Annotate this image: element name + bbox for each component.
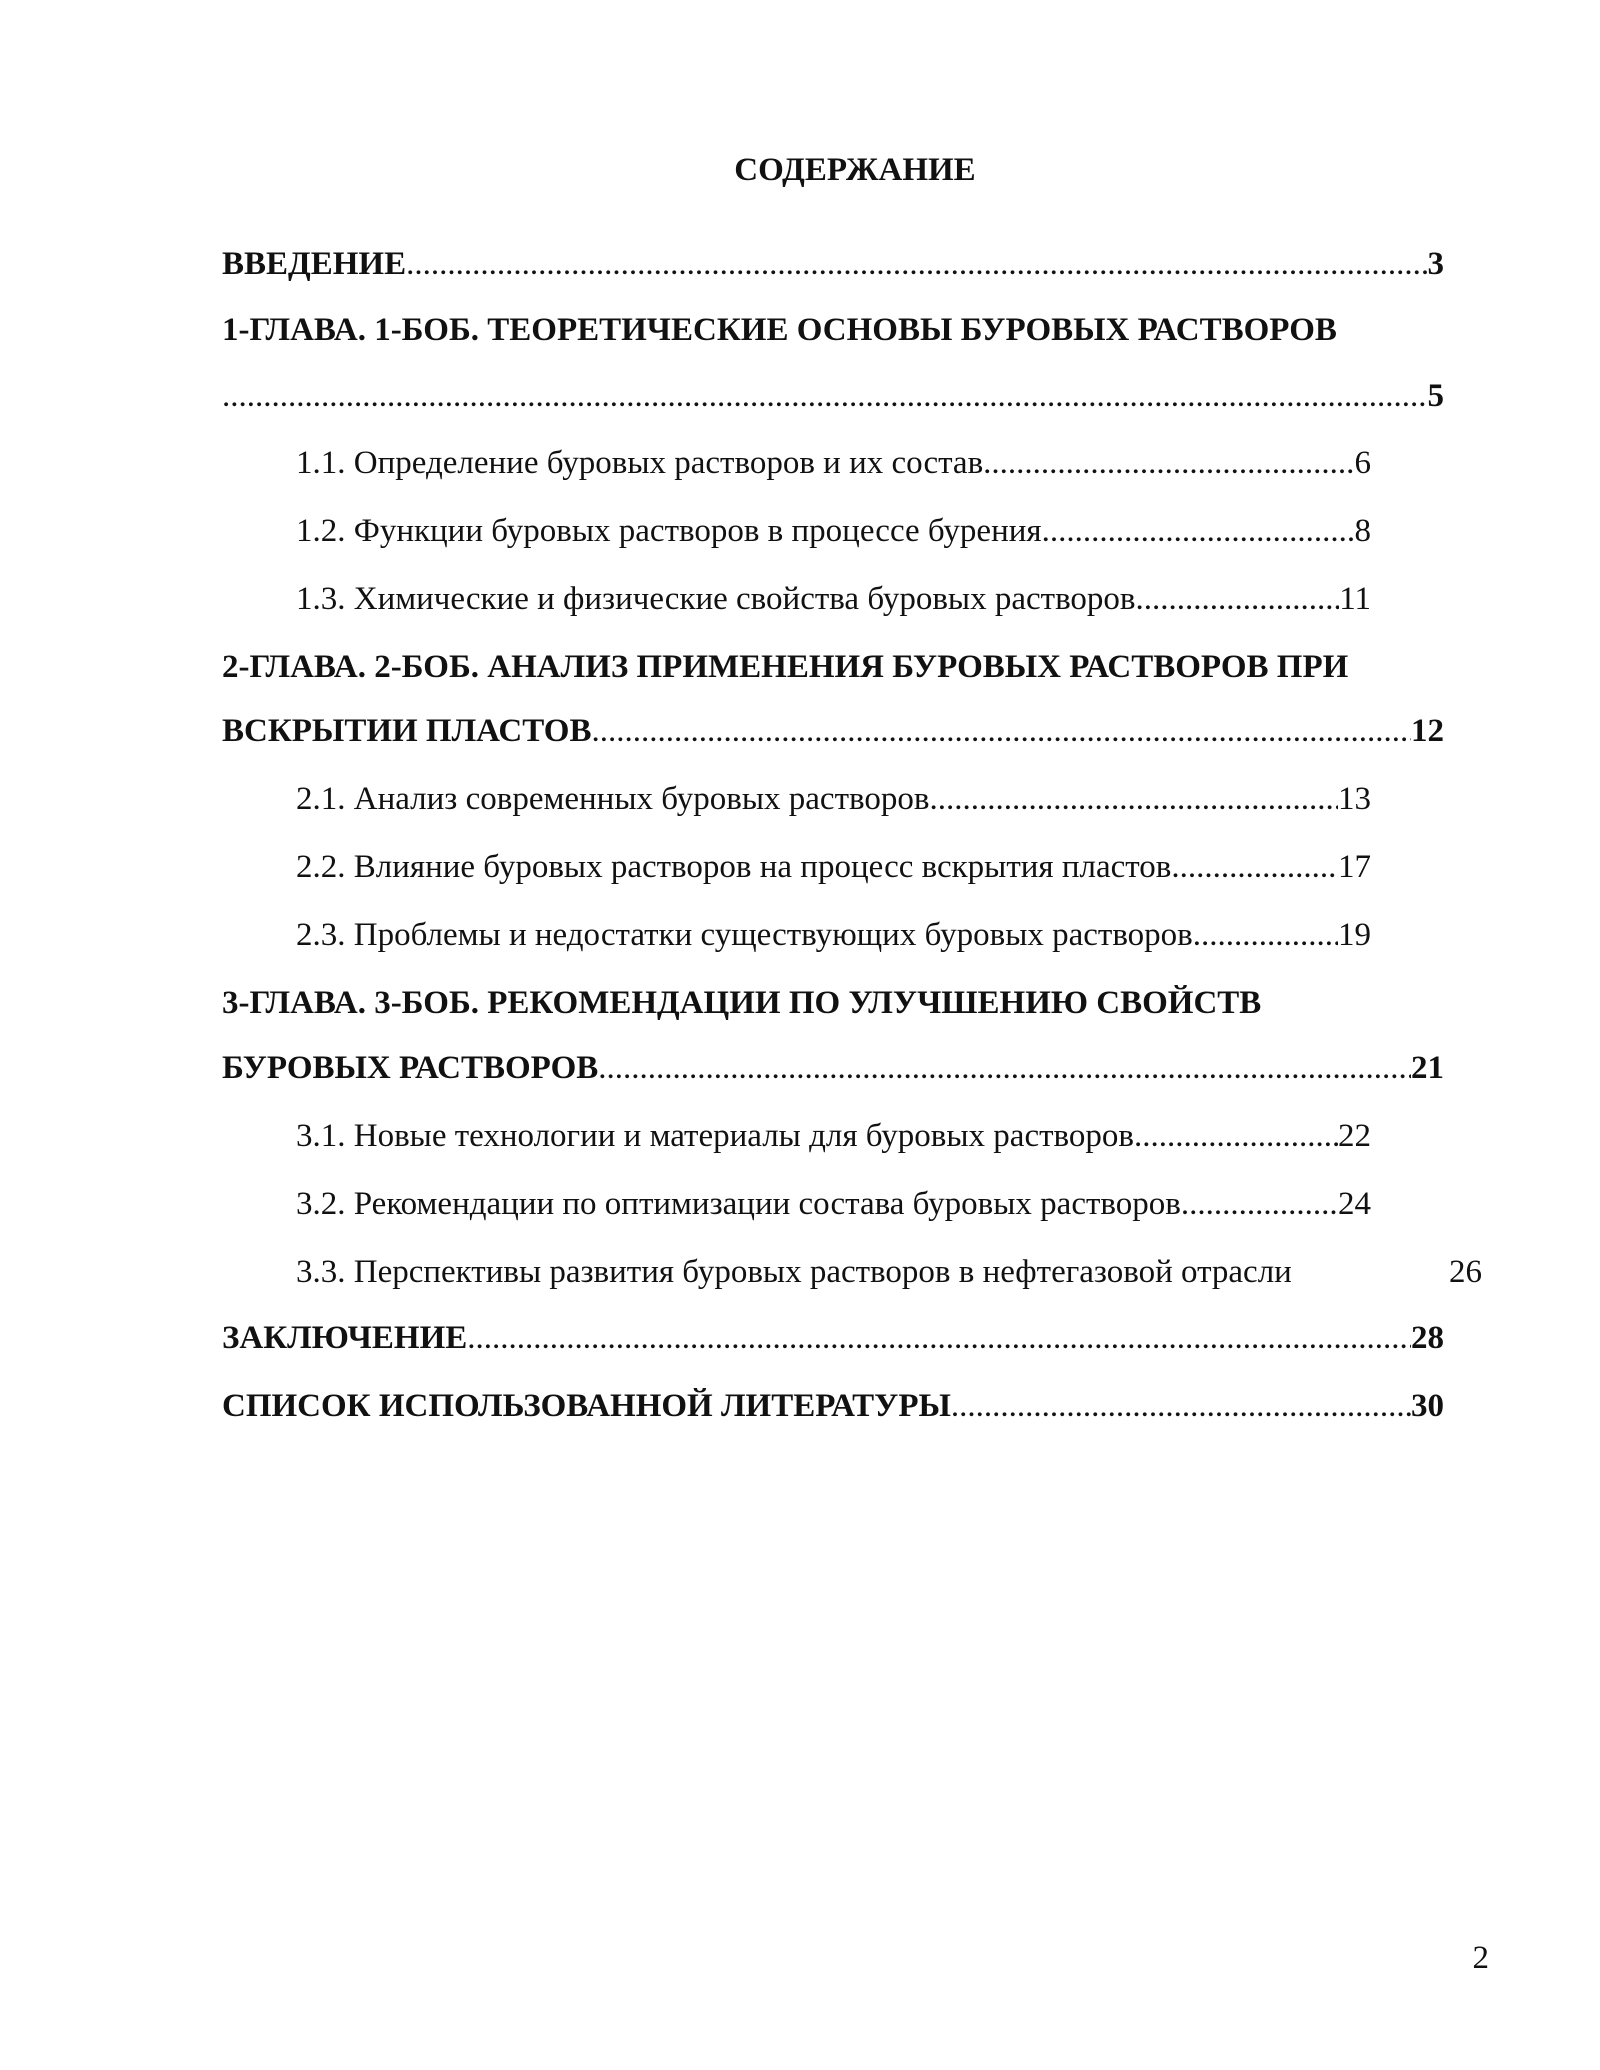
toc-entry-chapter-2-title[interactable] [222,645,1522,689]
toc-entry-text: 3.1. Новые технологии и материалы для буровых растворов [296,1118,1134,1154]
toc-page-number: 26 [1449,1254,1482,1290]
page-title: СОДЕРЖАНИЕ [734,152,976,188]
dot-leader [929,777,1338,821]
toc-entry-1-3[interactable] [296,577,1371,621]
dot-leader [1189,1182,1338,1226]
toc-page-number: 19 [1338,917,1371,953]
toc-entry-chapter-3-continued[interactable] [222,1046,1444,1090]
toc-entry-text: 2.3. Проблемы и недостатки существующих буровых растворов [296,917,1193,953]
toc-page-number: 5 [1427,378,1444,414]
toc-entry-2-2[interactable] [296,845,1371,889]
toc-entry-text: СПИСОК ИСПОЛЬЗОВАННОЙ ЛИТЕРАТУРЫ [222,1388,951,1424]
toc-entry-text: ВВЕДЕНИЕ [222,246,407,282]
toc-page-number: 3 [1427,246,1444,282]
toc-entry-text: 3.2. Рекомендации по оптимизации состава буровых растворов. [296,1186,1190,1222]
toc-entry-chapter-2-continued[interactable] [222,709,1444,753]
toc-entry-introduction[interactable] [222,242,1444,286]
dot-leader [1171,845,1338,889]
toc-entry-3-1[interactable] [296,1114,1371,1158]
toc-entry-text: 1.3. Химические и физические свойства буровых растворов [296,581,1136,617]
toc-entry-text: ЗАКЛЮЧЕНИЕ [222,1320,468,1356]
toc-page-number: 11 [1339,581,1371,617]
toc-entry-conclusion[interactable] [222,1316,1444,1360]
dot-leader [591,709,1411,753]
toc-entry-3-3[interactable] [296,1250,1482,1294]
dot-leader [222,374,1428,418]
toc-entry-2-1[interactable] [296,777,1371,821]
toc-page-number: 13 [1338,781,1371,817]
toc-page-number: 24 [1338,1186,1371,1222]
toc-entry-chapter-1-leader[interactable] [222,374,1444,418]
dot-leader [467,1316,1411,1360]
toc-page-number: 6 [1354,445,1371,481]
toc-entry-text: 2.2. Влияние буровых растворов на процесс вскрытия пластов [296,849,1172,885]
dot-leader [1136,577,1340,621]
toc-entry-text: 1-ГЛАВА. 1-БОБ. ТЕОРЕТИЧЕСКИЕ ОСНОВЫ БУРОВЫХ РАСТВОРОВ [222,312,1337,348]
toc-entry-text: 1.2. Функции буровых растворов в процессе бурения [296,513,1042,549]
toc-page-number: 21 [1411,1050,1444,1086]
dot-leader [1134,1114,1338,1158]
toc-entry-text: 2-ГЛАВА. 2-БОБ. АНАЛИЗ ПРИМЕНЕНИЯ БУРОВЫХ РАСТВОРОВ ПРИ [222,649,1349,685]
dot-leader [983,441,1354,485]
toc-entry-text: ВСКРЫТИИ ПЛАСТОВ [222,713,592,749]
toc-entry-text: БУРОВЫХ РАСТВОРОВ [222,1050,599,1086]
toc-entry-references[interactable] [222,1384,1444,1428]
toc-page-number: 22 [1338,1118,1371,1154]
toc-entry-text: 3.3. Перспективы развития буровых растворов в нефтегазовой отрасли [296,1254,1292,1290]
toc-entry-1-2[interactable] [296,509,1371,553]
toc-entry-text: 2.1. Анализ современных буровых растворов [296,781,930,817]
toc-page-number: 17 [1338,849,1371,885]
toc-entry-chapter-3-title[interactable] [222,981,1522,1025]
toc-page-number: 28 [1411,1320,1444,1356]
toc-page-number: 30 [1411,1388,1444,1424]
page-number: 2 [1472,1940,1489,1976]
toc-entry-2-3[interactable] [296,913,1371,957]
toc-entry-3-2[interactable] [296,1182,1371,1226]
toc-entry-text: 3-ГЛАВА. 3-БОБ. РЕКОМЕНДАЦИИ ПО УЛУЧШЕНИЮ СВОЙСТВ [222,985,1262,1021]
dot-leader [1193,913,1338,957]
toc-entry-1-1[interactable] [296,441,1371,485]
toc-entry-text: 1.1. Определение буровых растворов и их состав [296,445,984,481]
toc-page-number: 8 [1354,513,1371,549]
dot-leader [1042,509,1355,553]
dot-leader [598,1046,1411,1090]
dot-leader [406,242,1427,286]
dot-leader [951,1384,1411,1428]
toc-page-number: 12 [1411,713,1444,749]
toc-entry-chapter-1-title[interactable] [222,308,1522,352]
